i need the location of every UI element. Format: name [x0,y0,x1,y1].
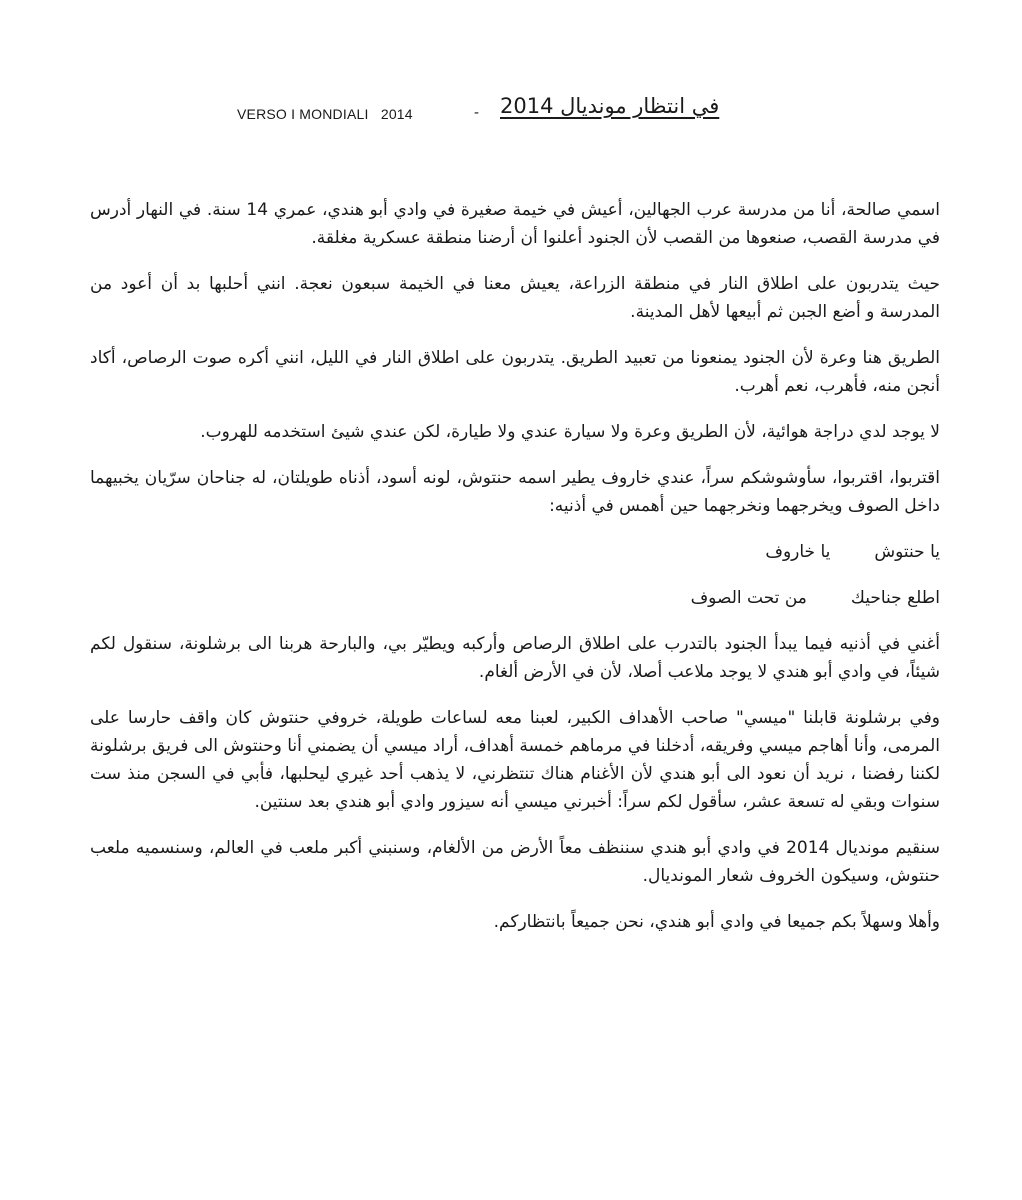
paragraph-barcelona-flight: أغني في أذنيه فيما يبدأ الجنود بالتدرب على اطلاق الرصاص وأركبه ويطيّر بي، والبارحة هربنا الى برشلونة، سنقول لكم شيئاً، في وادي أبو هندي لا يوجد ملاعب أصلا، لأن في الأرض ألغام. [90,634,940,682]
paragraph-secret: اقتربوا، اقتربوا، سأوشوشكم سراً، عندي خاروف يطير اسمه حنتوش، لونه أسود، أذناه طويلتان، له جناحان سرّيان يخبيهما داخل الصوف ويخرجهما ونخرجهما حين أهمس في أذنيه: [90,468,940,516]
paragraph-mondial: سنقيم مونديال 2014 في وادي أبو هندي سننظف معاً الأرض من الألغام، وسنبني أكبر ملعب في العالم، وسنسميه ملعب حنتوش، وسيكون الخروف شعار المونديال. [90,838,941,886]
poem-line-1-part-b: يا خاروف [765,542,831,562]
title-arabic: في انتظار مونديال 2014 [500,94,720,118]
poem-line-2 [90,584,940,612]
paragraph-bicycle: لا يوجد لدي دراجة هوائية، لأن الطريق وعرة ولا سيارة عندي ولا طيارة، لكن عندي شيئ استخدمه للهروب. [200,422,940,442]
paragraph-training: حيث يتدربون على اطلاق النار في منطقة الزراعة، يعيش معنا في الخيمة سبعون نعجة. انني أحلبها بد أن أعود من المدرسة و أضع الجبن ثم أبيعها لأهل المدينة. [90,274,940,322]
paragraph-intro: اسمي صالحة، أنا من مدرسة عرب الجهالين، أعيش في خيمة صغيرة في وادي أبو هندي، عمري 14 سنة. في النهار أدرس في مدرسة القصب، صنعوها من القصب لأن الجنود أعلنوا أن أرضنا منطقة عسكرية مغلقة. [90,200,940,248]
title-latin: VERSO I MONDIALI 2014 [237,106,413,122]
title-row [0,92,1022,132]
poem-line-1 [90,538,940,566]
title-separator: - [474,104,479,121]
paragraph-road: الطريق هنا وعرة لأن الجنود يمنعونا من تعبيد الطريق. يتدربون على اطلاق النار في الليل، انني أكره صوت الرصاص، أكاد أنجن منه، فأهرب، نعم أهرب. [90,348,940,396]
paragraph-messi: وفي برشلونة قابلنا "ميسي" صاحب الأهداف الكبير، لعبنا معه لساعات طويلة، خروفي حنتوش كان واقف حارسا على المرمى، وأنا أهاجم ميسي وفريقه، أدخلنا في مرماهم خمسة أهداف، أراد ميسي أن يضمني أنا وحنتوش الى فريق برشلونة لكننا رفضنا ، نريد أن نعود الى أبو هندي لأن الأغنام هناك تنتظرني، لا يذهب أحد غيري ليحلبها، فأبي في السجن منذ ست سنوات وبقي له تسعة عشر، سأقول لكم سراً: أخبرني ميسي أنه سيزور وادي أبو هندي بعد سنتين. [90,708,940,812]
paragraph-welcome: وأهلا وسهلاً بكم جميعا في وادي أبو هندي، نحن جميعاً بانتظاركم. [493,912,940,932]
poem-line-2-part-a: اطلع جناحيك [850,588,940,608]
document-body [90,196,940,954]
poem-line-2-part-b: من تحت الصوف [690,588,807,608]
poem-line-1-part-a: يا حنتوش [874,542,940,562]
